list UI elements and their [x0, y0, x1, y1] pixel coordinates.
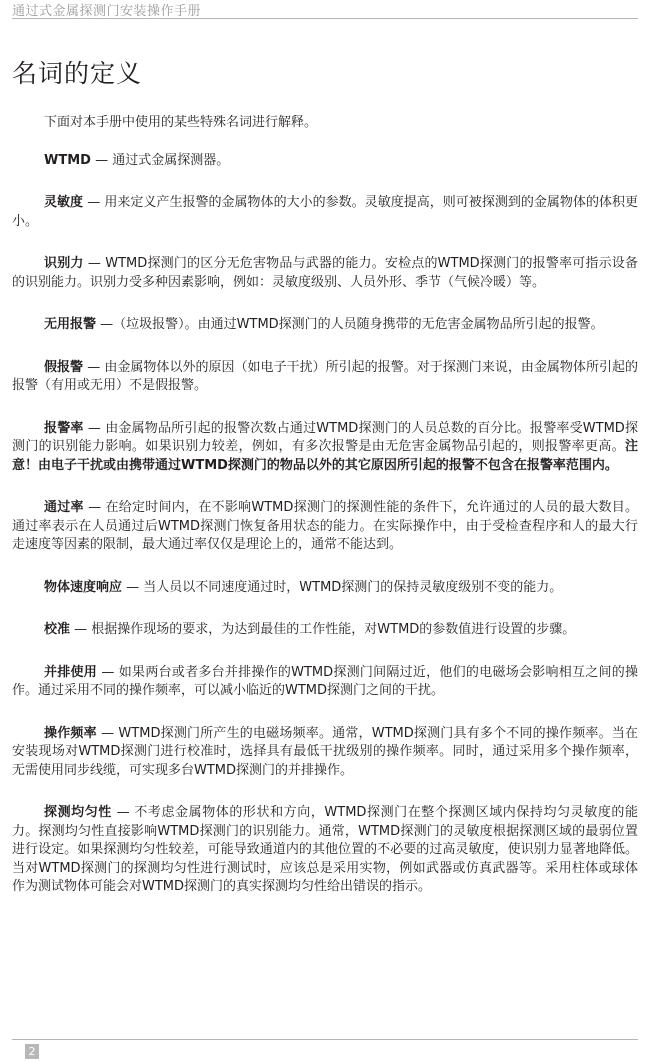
definition-term: 假报警	[44, 359, 84, 375]
definition-text: — 不考虑金属物体的形状和方向，WTMD探测门在整个探测区域内保持均匀灵敏度的能力。探测均匀性直接影响WTMD探测门的识别能力。通常，WTMD探测门的灵敏度根据探测区域的最弱位置进行设定。如果探测均匀性较差，可能导致通道内的其他位置的不必要的过高灵敏度，使识别力显著地降低。当对WTMD探测门的探测均匀性进行测试时，应该总是采用实物，例如武器或仿真武器等。采用柱体或球体作为测试物体可能会对WTMD探测门的真实探测均匀性给出错误的指示。	[12, 805, 638, 894]
definition-speed-response	[12, 579, 638, 598]
page-title: 名词的定义	[12, 59, 143, 88]
definition-term: 操作频率	[44, 725, 97, 741]
definition-alarm-rate	[12, 420, 638, 476]
definition-throughput	[12, 499, 638, 555]
definition-text: — WTMD探测门所产生的电磁场频率。通常，WTMD探测门具有多个不同的操作频率。当在安装现场对WTMD探测门进行校准时，选择具有最低干扰级别的操作频率。同时，通过采用多个操作频率，无需使用同步线缆，可实现多台WTMD探测门的并排操作。	[12, 725, 638, 778]
definition-text: — 当人员以不同速度通过时，WTMD探测门的保持灵敏度级别不变的能力。	[122, 579, 563, 595]
definitions-content	[12, 114, 638, 921]
definition-false-alarm	[12, 359, 638, 396]
definition-text: — WTMD探测门的区分无危害物品与武器的能力。安检点的WTMD探测门的报警率可指示设备的识别能力。识别力受多种因素影响，例如：灵敏度级别、人员外形、季节（气候冷暖）等。	[12, 256, 638, 290]
definition-term: 识别力	[44, 256, 84, 271]
definition-text: —（垃圾报警）。由通过WTMD探测门的人员随身携带的无危害金属物品所引起的报警。	[96, 317, 604, 332]
definition-detection-uniformity	[12, 804, 638, 897]
definition-term: 并排使用	[44, 664, 98, 680]
definition-term: 探测均匀性	[44, 805, 112, 820]
definition-term: 灵敏度	[44, 195, 84, 210]
definition-term: 报警率	[44, 420, 84, 436]
running-header: 通过式金属探测门安装操作手册	[12, 4, 202, 19]
definition-operating-frequency	[12, 725, 638, 781]
definition-term: 无用报警	[44, 317, 97, 332]
definition-side-by-side	[12, 664, 638, 701]
definition-text: — 用来定义产生报警的金属物体的大小的参数。灵敏度提高，则可被探测到的金属物体的体积更小。	[12, 195, 638, 229]
definition-calibration	[12, 621, 638, 640]
definition-note: 注意！由电子干扰或由携带通过WTMD探测门的物品以外的其它原因所引起的报警不包含在报警率范围内。	[12, 439, 638, 473]
header-rule	[12, 18, 638, 19]
definition-nuisance-alarm	[12, 316, 638, 335]
definition-discrimination	[12, 255, 638, 292]
definition-text: — 通过式金属探测器。	[90, 152, 230, 168]
definition-term: 校准	[44, 622, 71, 637]
definition-text: — 在给定时间内，在不影响WTMD探测门的探测性能的条件下，允许通过的人员的最大数目。通过率表示在人员通过后WTMD探测门恢复备用状态的能力。在实际操作中，由于受检查程序和人的最大行走速度等因素的限制，最大通过率仅仅是理论上的，通常不能达到。	[12, 500, 638, 552]
definition-term: 通过率	[44, 500, 84, 515]
definition-wtmd	[12, 152, 638, 171]
definition-term: WTMD	[44, 152, 91, 168]
definition-sensitivity	[12, 194, 638, 231]
intro-paragraph: 下面对本手册中使用的某些特殊名词进行解释。	[44, 115, 318, 130]
page-number: 2	[25, 1044, 39, 1059]
definition-text: — 由金属物体以外的原因（如电子干扰）所引起的报警。对于探测门来说，由金属物体所引起的报警（有用或无用）不是假报警。	[12, 359, 638, 393]
footer-rule	[12, 1039, 638, 1040]
definition-term: 物体速度响应	[44, 579, 123, 595]
definition-text: — 根据操作现场的要求，为达到最佳的工作性能，对WTMD的参数值进行设置的步骤。	[70, 622, 576, 637]
definition-text: — 如果两台或者多台并排操作的WTMD探测门间隔过近，他们的电磁场会影响相互之间的操作。通过采用不同的操作频率，可以减小临近的WTMD探测门之间的干扰。	[12, 664, 638, 698]
definition-text: — 由金属物品所引起的报警次数占通过WTMD探测门的人员总数的百分比。报警率受WTMD探测门的识别能力影响。如果识别力较差，例如，有多次报警是由无危害金属物品引起的，则报警率更高。	[12, 420, 638, 454]
